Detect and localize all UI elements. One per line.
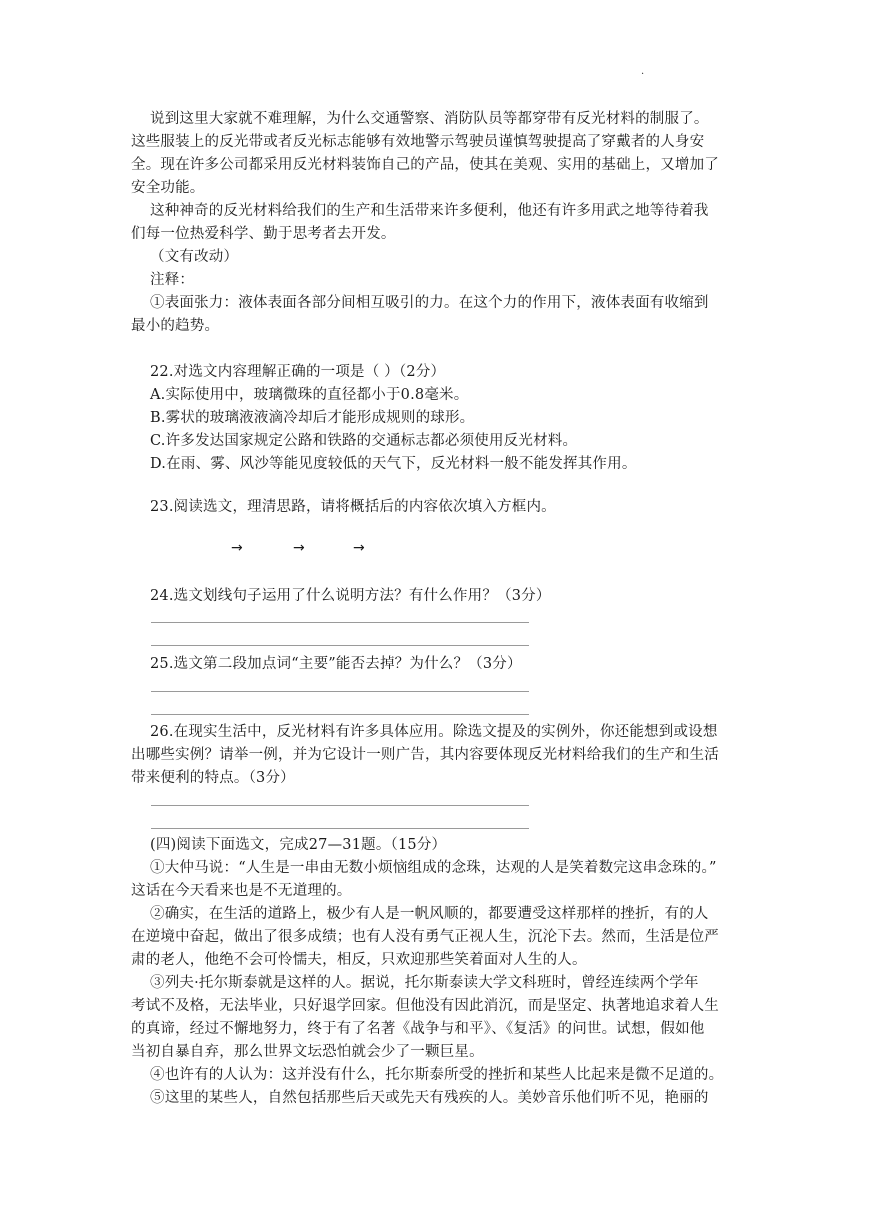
question-26-line: 带来便利的特点。（3分） xyxy=(131,770,295,786)
section-4-line: 的真谛，经过不懈地努力，终于有了名著《战争与和平》、《复活》的问世。试想，假如他 xyxy=(131,1021,705,1037)
question-25-stem: 25.选文第二段加点词“主要”能否去掉？为什么？（3分） xyxy=(150,656,522,672)
question-23-stem: 23.阅读选文，理清思路，请将概括后的内容依次填入方框内。 xyxy=(150,499,556,515)
section-4-line: 肃的老人，他绝不会可怜懦夫，相反，只欢迎那些笑着面对人生的人。 xyxy=(131,952,587,968)
answer-line[interactable] xyxy=(151,828,529,829)
question-22-stem: 22.对选文内容理解正确的一项是（ ）（2分） xyxy=(150,364,446,380)
passage-line: 全。现在许多公司都采用反光材料装饰自己的产品，使其在美观、实用的基础上，又增加了 xyxy=(131,157,719,173)
annotation-heading: 注释： xyxy=(150,272,195,288)
answer-line[interactable] xyxy=(151,691,529,692)
answer-line[interactable] xyxy=(151,714,529,715)
section-4-line: ③列夫·托尔斯泰就是这样的人。据说，托尔斯泰读大学文科班时，曾经连续两个学年 xyxy=(150,975,699,991)
section-4-line: ④也许有的人认为：这并没有什么，托尔斯泰所受的挫折和某些人比起来是微不足道的。 xyxy=(150,1067,724,1083)
passage-line: 安全功能。 xyxy=(131,180,205,196)
question-26-line: 26.在现实生活中，反光材料有许多具体应用。除选文提及的实例外，你还能想到或设想 xyxy=(150,724,718,740)
passage-line: 这种神奇的反光材料给我们的生产和生活带来许多便利，他还有许多用武之地等待着我 xyxy=(150,203,709,219)
passage-line: 这些服装上的反光带或者反光标志能够有效地警示驾驶员谨慎驾驶提高了穿戴者的人身安 xyxy=(131,134,705,150)
question-26-line: 出哪些实例？请举一例，并为它设计一则广告，其内容要体现反光材料给我们的生产和生活 xyxy=(131,747,719,763)
section-4-line: ①大仲马说：“人生是一串由无数小烦恼组成的念珠，达观的人是笑着数完这串念珠的。” xyxy=(150,860,717,876)
section-4-line: 考试不及格，无法毕业，只好退学回家。但他没有因此消沉，而是坚定、执著地追求着人生 xyxy=(131,998,719,1014)
question-22-option-c: C.许多发达国家规定公路和铁路的交通标志都必须使用反光材料。 xyxy=(150,433,578,449)
flow-arrow: → xyxy=(353,540,365,556)
flow-arrow: → xyxy=(293,540,305,556)
section-4-line: 当初自暴自弃，那么世界文坛恐怕就会少了一颗巨星。 xyxy=(131,1044,484,1060)
section-4-line: 在逆境中奋起，做出了很多成绩；也有人没有勇气正视人生，沉沦下去。然而，生活是位严 xyxy=(131,929,719,945)
passage-line: 说到这里大家就不难理解，为什么交通警察、消防队员等都穿带有反光材料的制服了。 xyxy=(150,111,709,127)
answer-line[interactable] xyxy=(151,622,529,623)
section-4-heading: (四)阅读下面选文，完成27—31题。（15分） xyxy=(150,837,447,853)
answer-line[interactable] xyxy=(151,805,529,806)
passage-line: 们每一位热爱科学、勤于思考者去开发。 xyxy=(131,226,396,242)
question-22-option-a: A.实际使用中，玻璃微珠的直径都小于0.8毫米。 xyxy=(150,387,469,403)
annotation-line: ①表面张力：液体表面各部分间相互吸引的力。在这个力的作用下，液体表面有收缩到 xyxy=(150,295,709,311)
answer-line[interactable] xyxy=(151,645,529,646)
question-24-stem: 24.选文划线句子运用了什么说明方法？有什么作用？（3分） xyxy=(150,588,551,604)
section-4-line: ⑤这里的某些人，自然包括那些后天或先天有残疾的人。美妙音乐他们听不见，艳丽的 xyxy=(150,1090,709,1106)
annotation-line: 最小的趋势。 xyxy=(131,318,220,334)
flow-arrow: → xyxy=(231,540,243,556)
corner-mark: . xyxy=(641,66,645,77)
source-note: （文有改动） xyxy=(150,249,239,265)
question-22-option-d: D.在雨、雾、风沙等能见度较低的天气下，反光材料一般不能发挥其作用。 xyxy=(150,456,637,472)
section-4-line: 这话在今天看来也是不无道理的。 xyxy=(131,883,352,899)
section-4-line: ②确实，在生活的道路上，极少有人是一帆风顺的，都要遭受这样那样的挫折，有的人 xyxy=(150,906,709,922)
question-22-option-b: B.雾状的玻璃液液滴冷却后才能形成规则的球形。 xyxy=(150,410,475,426)
